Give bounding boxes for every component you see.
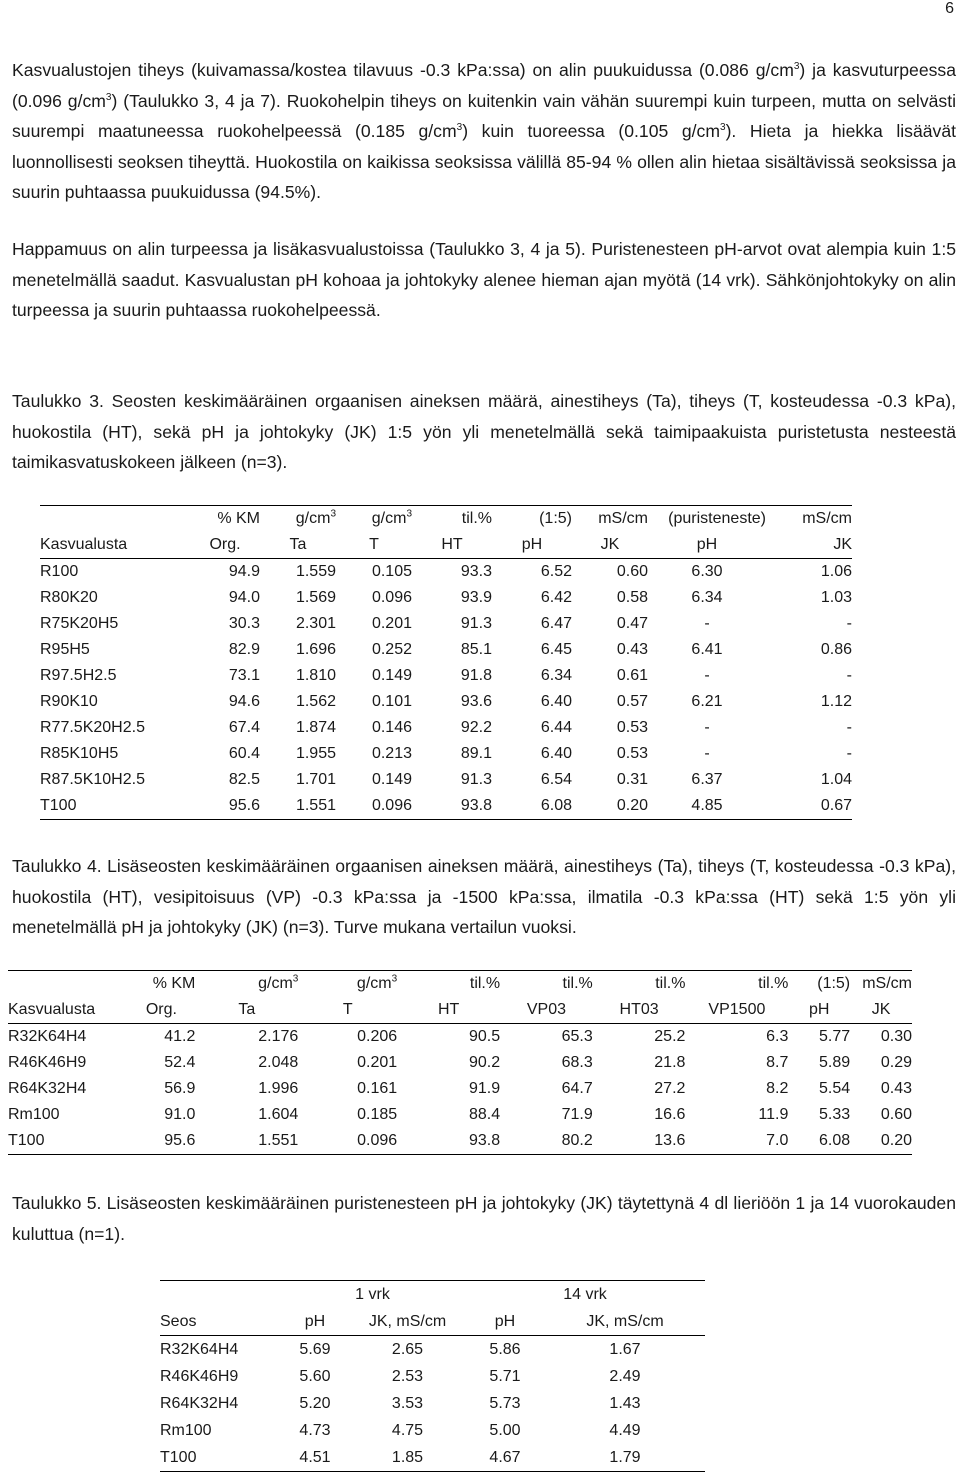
table-cell: 0.161 bbox=[357, 1080, 398, 1097]
table-cell: - bbox=[704, 745, 710, 762]
row-label: Rm100 bbox=[8, 1106, 60, 1123]
paragraph-acidity: Happamuus on alin turpeessa ja lisäkasvualustoissa (Taulukko 3, 4 ja 5). Puristenesteen pH-arvot ovat alempia kuin 1:5 menetelmällä saadut. Kasvualustan pH kohoaa ja johtokyky alenee hieman ajan myötä (14 vrk). Sähkönjohtokyky on alin turpeessa ja suurin puhtaassa ruokohelpeessä. bbox=[12, 239, 956, 320]
table3-header: pH bbox=[648, 532, 766, 559]
table-cell: - bbox=[704, 719, 710, 736]
table-cell: 6.41 bbox=[691, 641, 723, 658]
table3-header: Kasvualusta bbox=[40, 532, 190, 559]
table-cell: 91.8 bbox=[460, 667, 492, 684]
table-cell: 88.4 bbox=[468, 1106, 501, 1123]
row-label: R97.5H2.5 bbox=[40, 667, 117, 684]
table-cell: 94.9 bbox=[228, 563, 260, 580]
table5-header: JK, mS/cm bbox=[545, 1308, 705, 1336]
table-cell: 1.810 bbox=[295, 667, 336, 684]
table-row bbox=[160, 1444, 705, 1472]
table-row bbox=[40, 585, 852, 611]
table-cell: 0.53 bbox=[616, 745, 648, 762]
table-cell: 41.2 bbox=[164, 1028, 196, 1045]
table-cell: 1.874 bbox=[295, 719, 336, 736]
table-cell: 3.53 bbox=[391, 1395, 424, 1412]
table-cell: 80.2 bbox=[500, 1128, 593, 1155]
table-cell: 0.105 bbox=[371, 563, 412, 580]
table-cell: 0.252 bbox=[371, 641, 412, 658]
table-cell: 68.3 bbox=[561, 1054, 593, 1071]
table-cell: 25.2 bbox=[654, 1028, 686, 1045]
table-cell: - bbox=[846, 745, 852, 762]
table-cell: 5.86 bbox=[489, 1341, 521, 1358]
table3-header bbox=[40, 506, 190, 533]
table-cell: 6.30 bbox=[691, 563, 723, 580]
table-cell: 91.0 bbox=[164, 1106, 196, 1123]
table-cell: 6.44 bbox=[540, 719, 572, 736]
table-cell: 82.9 bbox=[228, 641, 260, 658]
table-cell: 1.43 bbox=[609, 1395, 641, 1412]
table-cell: 6.08 bbox=[788, 1128, 850, 1155]
table-cell: 0.61 bbox=[616, 667, 648, 684]
table-cell: - bbox=[846, 719, 852, 736]
table-cell: 0.47 bbox=[616, 615, 648, 632]
row-label: Rm100 bbox=[160, 1422, 212, 1439]
table-cell: 0.43 bbox=[880, 1080, 912, 1097]
table-cell: 52.4 bbox=[164, 1054, 196, 1071]
row-label: R32K64H4 bbox=[8, 1028, 87, 1045]
table-cell: 0.30 bbox=[880, 1028, 912, 1045]
table-cell: 1.696 bbox=[295, 641, 336, 658]
table-cell: 21.8 bbox=[654, 1054, 686, 1071]
table-row bbox=[40, 637, 852, 663]
table-cell: 1.955 bbox=[295, 745, 336, 762]
table-cell: 64.7 bbox=[561, 1080, 593, 1097]
table3-header: mS/cm bbox=[766, 506, 852, 533]
row-label: T100 bbox=[8, 1128, 127, 1155]
table4-header: VP1500 bbox=[685, 997, 788, 1024]
table-cell: 1.06 bbox=[820, 563, 852, 580]
table4-header: $g/cm^3$ bbox=[298, 971, 397, 998]
table5-caption: Taulukko 5. Lisäseosten keskimääräinen puristenesteen pH ja johtokyky (JK) täytettynä 4 dl lieriöön 1 ja 14 vuorokauden kuluttua (n=1). bbox=[12, 1193, 956, 1244]
table-cell: 0.096 bbox=[336, 793, 412, 820]
table5-header-row2 bbox=[160, 1308, 705, 1336]
table-cell: 5.20 bbox=[299, 1395, 331, 1412]
row-label: R75K20H5 bbox=[40, 615, 119, 632]
table-cell: 8.2 bbox=[766, 1080, 789, 1097]
table4-header: $g/cm^3$ bbox=[195, 971, 298, 998]
paragraph-density-part1: Kasvualustojen tiheys (kuivamassa/kostea tilavuus -0.3 kPa:ssa) on alin puukuidussa (0.086 g/cm bbox=[12, 60, 794, 80]
table-cell: 93.8 bbox=[397, 1128, 500, 1155]
table-cell: 5.73 bbox=[489, 1395, 521, 1412]
table4-header: HT03 bbox=[593, 997, 686, 1024]
paragraph-density-part2: ) ja kasvuturpeessa (0.096 g/cm bbox=[12, 60, 956, 111]
table-cell: 1.701 bbox=[295, 771, 336, 788]
table-cell: 6.47 bbox=[540, 615, 572, 632]
table-cell: 1.996 bbox=[258, 1080, 299, 1097]
table-row bbox=[160, 1417, 705, 1444]
table-cell: 5.71 bbox=[489, 1368, 521, 1385]
table-cell: 91.9 bbox=[468, 1080, 501, 1097]
table3-header: HT bbox=[412, 532, 492, 559]
table3-header: $g/cm^3$ bbox=[336, 506, 412, 533]
row-label: R87.5K10H2.5 bbox=[40, 771, 145, 788]
table-row bbox=[160, 1336, 705, 1364]
table-cell: 8.7 bbox=[766, 1054, 789, 1071]
table-cell: 1.67 bbox=[609, 1341, 641, 1358]
table-cell: 1.559 bbox=[295, 563, 336, 580]
table-cell: 0.096 bbox=[371, 589, 412, 606]
table-row bbox=[40, 663, 852, 689]
table3-header-row2 bbox=[40, 532, 852, 559]
table-cell: 5.33 bbox=[819, 1106, 851, 1123]
row-label: R64K32H4 bbox=[160, 1395, 239, 1412]
table-cell: 6.42 bbox=[540, 589, 572, 606]
table3-header: mS/cm bbox=[572, 506, 648, 533]
table-cell: 1.12 bbox=[820, 693, 852, 710]
table3-header: T bbox=[336, 532, 412, 559]
table-row bbox=[8, 1102, 912, 1128]
table-cell: 6.45 bbox=[540, 641, 572, 658]
table-cell: 0.096 bbox=[298, 1128, 397, 1155]
table4-header: til.% bbox=[500, 971, 593, 998]
table-cell: 1.551 bbox=[260, 793, 336, 820]
table-cell: 2.176 bbox=[258, 1028, 299, 1045]
table5-group-14vrk: 14 vrk bbox=[465, 1281, 705, 1309]
page-number: 6 bbox=[945, 0, 954, 17]
table-cell: 1.569 bbox=[295, 589, 336, 606]
row-label: R80K20 bbox=[40, 589, 98, 606]
paragraph-density-part4: ) kuin tuoreessa (0.105 g/cm bbox=[462, 121, 721, 141]
table4-header bbox=[8, 971, 127, 998]
table-cell: 0.101 bbox=[371, 693, 412, 710]
table-row bbox=[40, 793, 852, 820]
table-row bbox=[40, 689, 852, 715]
table-cell: - bbox=[846, 667, 852, 684]
table4-header: VP03 bbox=[500, 997, 593, 1024]
table-cell: 6.21 bbox=[691, 693, 723, 710]
superscript: 3 bbox=[105, 91, 112, 103]
table3-header-row1 bbox=[40, 506, 852, 533]
table-cell: 1.79 bbox=[545, 1444, 705, 1472]
table-cell: 1.03 bbox=[820, 589, 852, 606]
table4-header: HT bbox=[397, 997, 500, 1024]
superscript: 3 bbox=[456, 122, 463, 134]
row-label: R46K46H9 bbox=[160, 1368, 239, 1385]
table-row bbox=[40, 611, 852, 637]
table4-header: til.% bbox=[397, 971, 500, 998]
table5-header: JK, mS/cm bbox=[350, 1308, 465, 1336]
table-cell: 11.9 bbox=[758, 1106, 789, 1123]
table4 bbox=[8, 970, 912, 1155]
table-cell: 0.146 bbox=[371, 719, 412, 736]
table5-header-row1 bbox=[160, 1281, 705, 1309]
table-row bbox=[40, 767, 852, 793]
table-cell: 0.60 bbox=[616, 563, 648, 580]
table-cell: - bbox=[846, 615, 852, 632]
table-cell: 7.0 bbox=[685, 1128, 788, 1155]
table3-header: (puristeneste) bbox=[648, 506, 766, 533]
table-row bbox=[8, 1076, 912, 1102]
table-cell: 0.57 bbox=[616, 693, 648, 710]
table3-header: $g/cm^3$ bbox=[260, 506, 336, 533]
table-cell: 5.60 bbox=[299, 1368, 331, 1385]
table-cell: 4.75 bbox=[391, 1422, 424, 1439]
table-cell: 6.34 bbox=[540, 667, 572, 684]
table-cell: 6.52 bbox=[540, 563, 572, 580]
table-cell: 0.20 bbox=[572, 793, 648, 820]
table-cell: 1.04 bbox=[820, 771, 852, 788]
table-row bbox=[160, 1363, 705, 1390]
table-cell: 0.149 bbox=[371, 667, 412, 684]
table4-caption: Taulukko 4. Lisäseosten keskimääräinen orgaanisen aineksen määrä, ainestiheys (Ta), tiheys (T, kosteudessa -0.3 kPa), huokostila (HT), vesipitoisuus (VP) -0.3 kPa:ssa ja -1500 kPa:ssa, ilmatila -0.3 kPa:ssa (HT) sekä 1:5 yön yli menetelmällä pH ja johtokyky (JK) (n=3). Turve mukana vertailun vuoksi. bbox=[12, 856, 956, 937]
table-cell: 0.213 bbox=[371, 745, 412, 762]
table3-header: JK bbox=[766, 532, 852, 559]
table-cell: 1.562 bbox=[295, 693, 336, 710]
table-cell: 5.77 bbox=[819, 1028, 851, 1045]
table-cell: 0.206 bbox=[357, 1028, 398, 1045]
table4-header: Ta bbox=[195, 997, 298, 1024]
table-cell: 4.85 bbox=[648, 793, 766, 820]
table4-header: pH bbox=[788, 997, 850, 1024]
table3-header: % KM bbox=[190, 506, 260, 533]
table3-caption: Taulukko 3. Seosten keskimääräinen orgaanisen aineksen määrä, ainestiheys (Ta), tiheys (T, kosteudessa -0.3 kPa), huokostila (HT), sekä pH ja johtokyky (JK) 1:5 yön yli menetelmällä sekä taimipaakuista puristetusta nesteestä taimikasvatuskokeen jälkeen (n=3). bbox=[12, 391, 956, 472]
table3-header: Ta bbox=[260, 532, 336, 559]
table-cell: 92.2 bbox=[460, 719, 492, 736]
table4-header: (1:5) bbox=[788, 971, 850, 998]
table-cell: 0.86 bbox=[820, 641, 852, 658]
table-row bbox=[8, 1024, 912, 1051]
table-cell: 0.185 bbox=[357, 1106, 398, 1123]
row-label: R100 bbox=[40, 563, 79, 580]
table-cell: 95.6 bbox=[190, 793, 260, 820]
table-cell: 1.604 bbox=[258, 1106, 299, 1123]
table-cell: 91.3 bbox=[460, 771, 492, 788]
table3-header: (1:5) bbox=[492, 506, 572, 533]
table-cell: 0.149 bbox=[371, 771, 412, 788]
table-cell: 60.4 bbox=[228, 745, 260, 762]
table-cell: 90.5 bbox=[468, 1028, 501, 1045]
table-cell: 6.08 bbox=[492, 793, 572, 820]
row-label: R95H5 bbox=[40, 641, 90, 658]
table-cell: 0.201 bbox=[357, 1054, 398, 1071]
table4-header-row2 bbox=[8, 997, 912, 1024]
table5-header: pH bbox=[280, 1308, 350, 1336]
table-cell: 5.69 bbox=[299, 1341, 331, 1358]
table-cell: 89.1 bbox=[460, 745, 492, 762]
table-cell: 0.29 bbox=[880, 1054, 912, 1071]
table-cell: 56.9 bbox=[164, 1080, 196, 1097]
table-cell: - bbox=[704, 667, 710, 684]
table-cell: 94.0 bbox=[228, 589, 260, 606]
table4-header: mS/cm bbox=[850, 971, 912, 998]
table-cell: 2.048 bbox=[258, 1054, 299, 1071]
table-cell: 93.8 bbox=[412, 793, 492, 820]
table4-header: JK bbox=[850, 997, 912, 1024]
table-cell: 67.4 bbox=[228, 719, 260, 736]
table-cell: 6.34 bbox=[691, 589, 723, 606]
table-row bbox=[40, 715, 852, 741]
table-cell: 4.67 bbox=[465, 1444, 545, 1472]
table4-header: til.% bbox=[593, 971, 686, 998]
table-cell: 0.60 bbox=[880, 1106, 912, 1123]
paragraph-density-part5: ). Hieta ja hiekka lisäävät luonnollisesti seoksen tiheyttä. Huokostila on kaikissa seoksissa välillä 85-94 % ollen alin hietaa sisältävissä seoksissa ja suurin puhtaassa puukuidussa (94.5%). bbox=[12, 121, 957, 202]
table-cell: 0.67 bbox=[766, 793, 852, 820]
table-cell: 2.301 bbox=[295, 615, 336, 632]
table-cell: 5.00 bbox=[489, 1422, 521, 1439]
table-cell: 93.3 bbox=[460, 563, 492, 580]
paragraph-density-part3: ) (Taulukko 3, 4 ja 7). Ruokohelpin tiheys on kuitenkin vain vähän suurempi kuin turpeen, mutta on selvästi suurempi maatuneessa ruokohelpeessä (0.185 g/cm bbox=[12, 90, 956, 141]
table-row bbox=[40, 741, 852, 767]
table-cell: 4.49 bbox=[609, 1422, 641, 1439]
table-cell: 0.20 bbox=[850, 1128, 912, 1155]
table4-header: % KM bbox=[127, 971, 195, 998]
table-cell: 6.54 bbox=[540, 771, 572, 788]
row-label: R90K10 bbox=[40, 693, 98, 710]
row-label: T100 bbox=[40, 793, 190, 820]
table-cell: 2.49 bbox=[609, 1368, 641, 1385]
row-label: R46K46H9 bbox=[8, 1054, 87, 1071]
table-cell: 6.40 bbox=[540, 693, 572, 710]
table-cell: 0.201 bbox=[371, 615, 412, 632]
table3-header: til.% bbox=[412, 506, 492, 533]
table4-header: Kasvualusta bbox=[8, 997, 127, 1024]
table5-header: Seos bbox=[160, 1308, 280, 1336]
table-cell: 2.65 bbox=[391, 1341, 424, 1358]
table-cell: - bbox=[704, 615, 710, 632]
table5-group-1vrk: 1 vrk bbox=[280, 1281, 465, 1309]
table-cell: 65.3 bbox=[561, 1028, 593, 1045]
table4-header: Org. bbox=[127, 997, 195, 1024]
table-row bbox=[40, 559, 852, 586]
table3 bbox=[40, 505, 852, 820]
table3-header: pH bbox=[492, 532, 572, 559]
table-row bbox=[8, 1128, 912, 1155]
table-cell: 73.1 bbox=[228, 667, 260, 684]
table3-header: Org. bbox=[190, 532, 260, 559]
table-cell: 4.51 bbox=[280, 1444, 350, 1472]
table-cell: 6.40 bbox=[540, 745, 572, 762]
table-row bbox=[8, 1050, 912, 1076]
table4-header: T bbox=[298, 997, 397, 1024]
table-cell: 0.43 bbox=[616, 641, 648, 658]
table-cell: 27.2 bbox=[654, 1080, 686, 1097]
table-cell: 2.53 bbox=[391, 1368, 424, 1385]
table-cell: 16.6 bbox=[654, 1106, 686, 1123]
table-cell: 30.3 bbox=[228, 615, 260, 632]
table-cell: 5.89 bbox=[819, 1054, 851, 1071]
table4-header-row1 bbox=[8, 971, 912, 998]
superscript: 3 bbox=[720, 122, 726, 134]
table-cell: 91.3 bbox=[460, 615, 492, 632]
table-cell: 71.9 bbox=[561, 1106, 593, 1123]
superscript: 3 bbox=[793, 61, 800, 73]
table-cell: 6.3 bbox=[766, 1028, 789, 1045]
table4-header: til.% bbox=[685, 971, 788, 998]
table-cell: 93.9 bbox=[460, 589, 492, 606]
paragraph-density bbox=[12, 55, 956, 208]
table-cell: 0.31 bbox=[616, 771, 648, 788]
row-label: T100 bbox=[160, 1444, 280, 1472]
table-cell: 13.6 bbox=[593, 1128, 686, 1155]
table-cell: 0.53 bbox=[616, 719, 648, 736]
table-cell: 94.6 bbox=[228, 693, 260, 710]
table-cell: 85.1 bbox=[460, 641, 492, 658]
row-label: R64K32H4 bbox=[8, 1080, 87, 1097]
table-cell: 1.85 bbox=[350, 1444, 465, 1472]
table5-header: pH bbox=[465, 1308, 545, 1336]
table3-header: JK bbox=[572, 532, 648, 559]
row-label: R32K64H4 bbox=[160, 1341, 239, 1358]
table-cell: 90.2 bbox=[468, 1054, 501, 1071]
table-cell: 95.6 bbox=[127, 1128, 195, 1155]
row-label: R77.5K20H2.5 bbox=[40, 719, 145, 736]
table-cell: 5.54 bbox=[819, 1080, 851, 1097]
table-row bbox=[160, 1390, 705, 1417]
table5 bbox=[160, 1280, 705, 1472]
row-label: R85K10H5 bbox=[40, 745, 119, 762]
table-cell: 6.37 bbox=[691, 771, 723, 788]
table-cell: 4.73 bbox=[299, 1422, 331, 1439]
table-cell: 93.6 bbox=[460, 693, 492, 710]
table-cell: 82.5 bbox=[228, 771, 260, 788]
table-cell: 0.58 bbox=[616, 589, 648, 606]
table-cell: 1.551 bbox=[195, 1128, 298, 1155]
